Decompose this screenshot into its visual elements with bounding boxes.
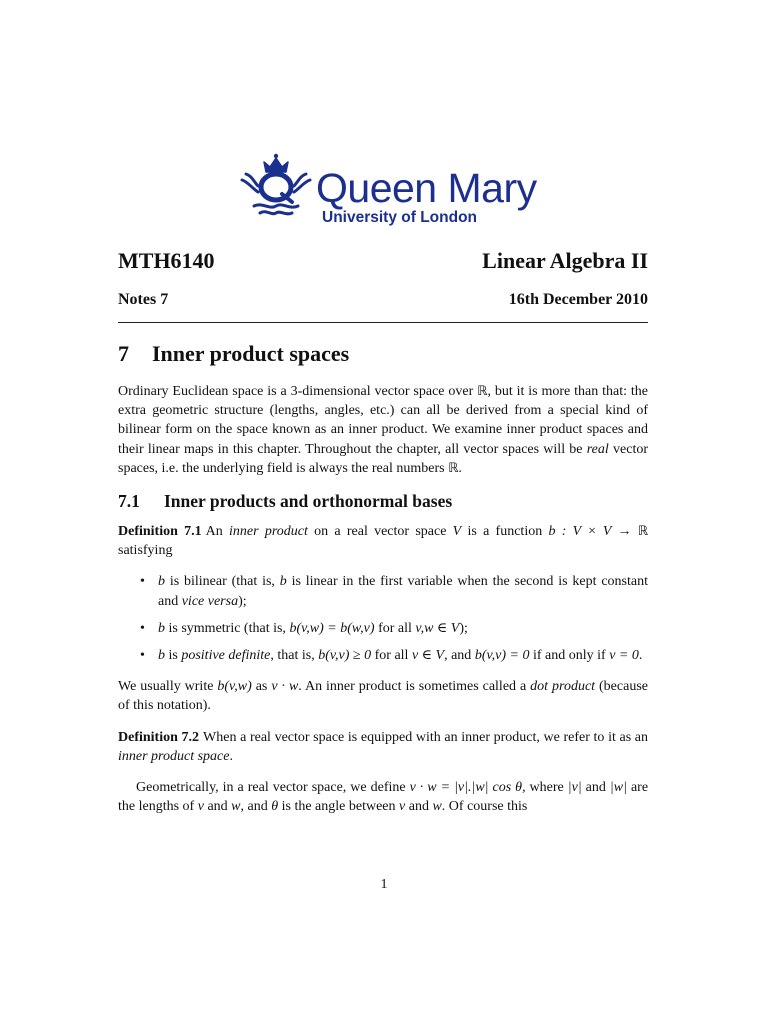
text-run: for all (374, 620, 416, 636)
text-run: vector spaces, i.e. the underlying field is always the real numbers (118, 441, 648, 476)
math: θ (271, 799, 279, 815)
math: v = 0 (609, 648, 639, 664)
section-heading (118, 340, 648, 368)
document-body (118, 340, 648, 828)
notes-date: 16th December 2010 (508, 291, 648, 308)
university-logo (240, 152, 540, 232)
subsection-title: Inner products and orthonormal bases (164, 491, 453, 512)
text-run: as (251, 679, 272, 695)
math: b(v,w) = b(w,v) (289, 620, 375, 636)
definition-conditions (118, 572, 648, 665)
text-run: (because of this notation). (118, 679, 648, 714)
header-meta-row (118, 290, 648, 310)
math: b (158, 574, 165, 590)
emphasis: real (586, 441, 609, 457)
math: b (158, 648, 165, 664)
text-run: , and (444, 648, 475, 664)
reals-symbol: ℝ (637, 524, 648, 540)
math: v ∈ V (411, 648, 445, 664)
section-title: Inner product spaces (152, 341, 350, 366)
math: v · w (271, 679, 299, 695)
text-run: ); (459, 620, 468, 636)
emphasis: dot product (530, 679, 596, 695)
list-item (158, 646, 648, 665)
subsection-number: 7.1 (118, 491, 140, 512)
definition-7-1 (118, 522, 648, 560)
notes-label: Notes 7 (118, 291, 169, 308)
geometry-paragraph (118, 778, 648, 816)
definition-7-2 (118, 728, 648, 766)
math: b(v,v) = 0 (474, 648, 530, 664)
text-run: if and only if (529, 648, 610, 664)
text-run: . Of course this (441, 799, 528, 815)
text-run: is the angle between (278, 799, 400, 815)
page-number: 1 (380, 877, 388, 892)
emphasis: inner product (229, 524, 308, 540)
text-run: . (638, 648, 643, 664)
section-number: 7 (118, 341, 129, 366)
logo-subtitle: University of London (322, 209, 477, 226)
definition-label: Definition 7.1 (118, 524, 202, 540)
text-run: , where (522, 780, 568, 796)
text-run: . (458, 460, 462, 476)
text-run: is bilinear (that is, (165, 574, 280, 590)
text-run: , that is, (270, 648, 319, 664)
math: |w| (609, 780, 627, 796)
text-run: . (229, 748, 233, 764)
reals-symbol: ℝ (477, 384, 488, 399)
list-item (158, 572, 648, 610)
math: v,w ∈ V (415, 620, 460, 636)
math: b : V × V → (548, 524, 638, 540)
math: b (279, 574, 287, 590)
text-run: . An inner product is sometimes called a (298, 679, 531, 695)
text-run: is symmetric (that is, (165, 620, 290, 636)
crown-crest-icon (240, 152, 312, 218)
text-run: for all (371, 648, 412, 664)
emphasis: vice versa (181, 593, 239, 609)
header-title-row (118, 247, 648, 275)
header-divider (118, 322, 648, 323)
text-run: , but it is more than that: the extra geometric structure (lengths, angles, etc.) can all be derived from a special kind of bilinear form on the space known as an inner product. We examine inner product spaces and their linear maps in this chapter. Throughout the chapter, all vector spaces will be (118, 384, 648, 457)
text-run: Ordinary Euclidean space is a 3-dimensional vector space over (118, 384, 478, 399)
text-run: on a real vector space (307, 524, 453, 540)
course-code: MTH6140 (118, 248, 215, 273)
subsection-heading (118, 490, 648, 512)
text-run: Geometrically, in a real vector space, we define (136, 780, 410, 796)
math: v (197, 799, 204, 815)
text-run: An (205, 524, 230, 540)
reals-symbol: ℝ (448, 460, 459, 476)
math: V (452, 524, 462, 540)
text-run: ); (238, 593, 247, 609)
text-run: is linear in the first variable when the second is kept constant and (158, 574, 648, 609)
math: b(v,v) ≥ 0 (318, 648, 372, 664)
text-run: satisfying (118, 543, 173, 559)
text-run: When a real vector space is equipped with an inner product, we refer to it as an (203, 729, 649, 745)
text-run: , and (240, 799, 272, 815)
text-run: is a function (461, 524, 549, 540)
text-run: are the lengths of (118, 780, 649, 815)
math: v · w = |v|.|w| cos θ (409, 780, 523, 796)
math: b (158, 620, 165, 636)
emphasis: inner product space (118, 748, 230, 764)
list-item (158, 619, 648, 638)
course-title: Linear Algebra II (482, 248, 648, 273)
text-run: and (581, 780, 610, 796)
intro-paragraph (118, 382, 648, 478)
math: b(v,w) (217, 679, 252, 695)
math: |v| (567, 780, 582, 796)
math: v (399, 799, 406, 815)
math: w (432, 799, 442, 815)
text-run: is (165, 648, 182, 664)
logo-name: Queen Mary (316, 165, 537, 211)
math: w (231, 799, 241, 815)
definition-label: Definition 7.2 (118, 729, 200, 745)
notation-paragraph (118, 677, 648, 715)
emphasis: positive definite (181, 648, 271, 664)
text-run: and (203, 799, 232, 815)
text-run: We usually write (118, 679, 218, 695)
text-run: and (405, 799, 433, 815)
